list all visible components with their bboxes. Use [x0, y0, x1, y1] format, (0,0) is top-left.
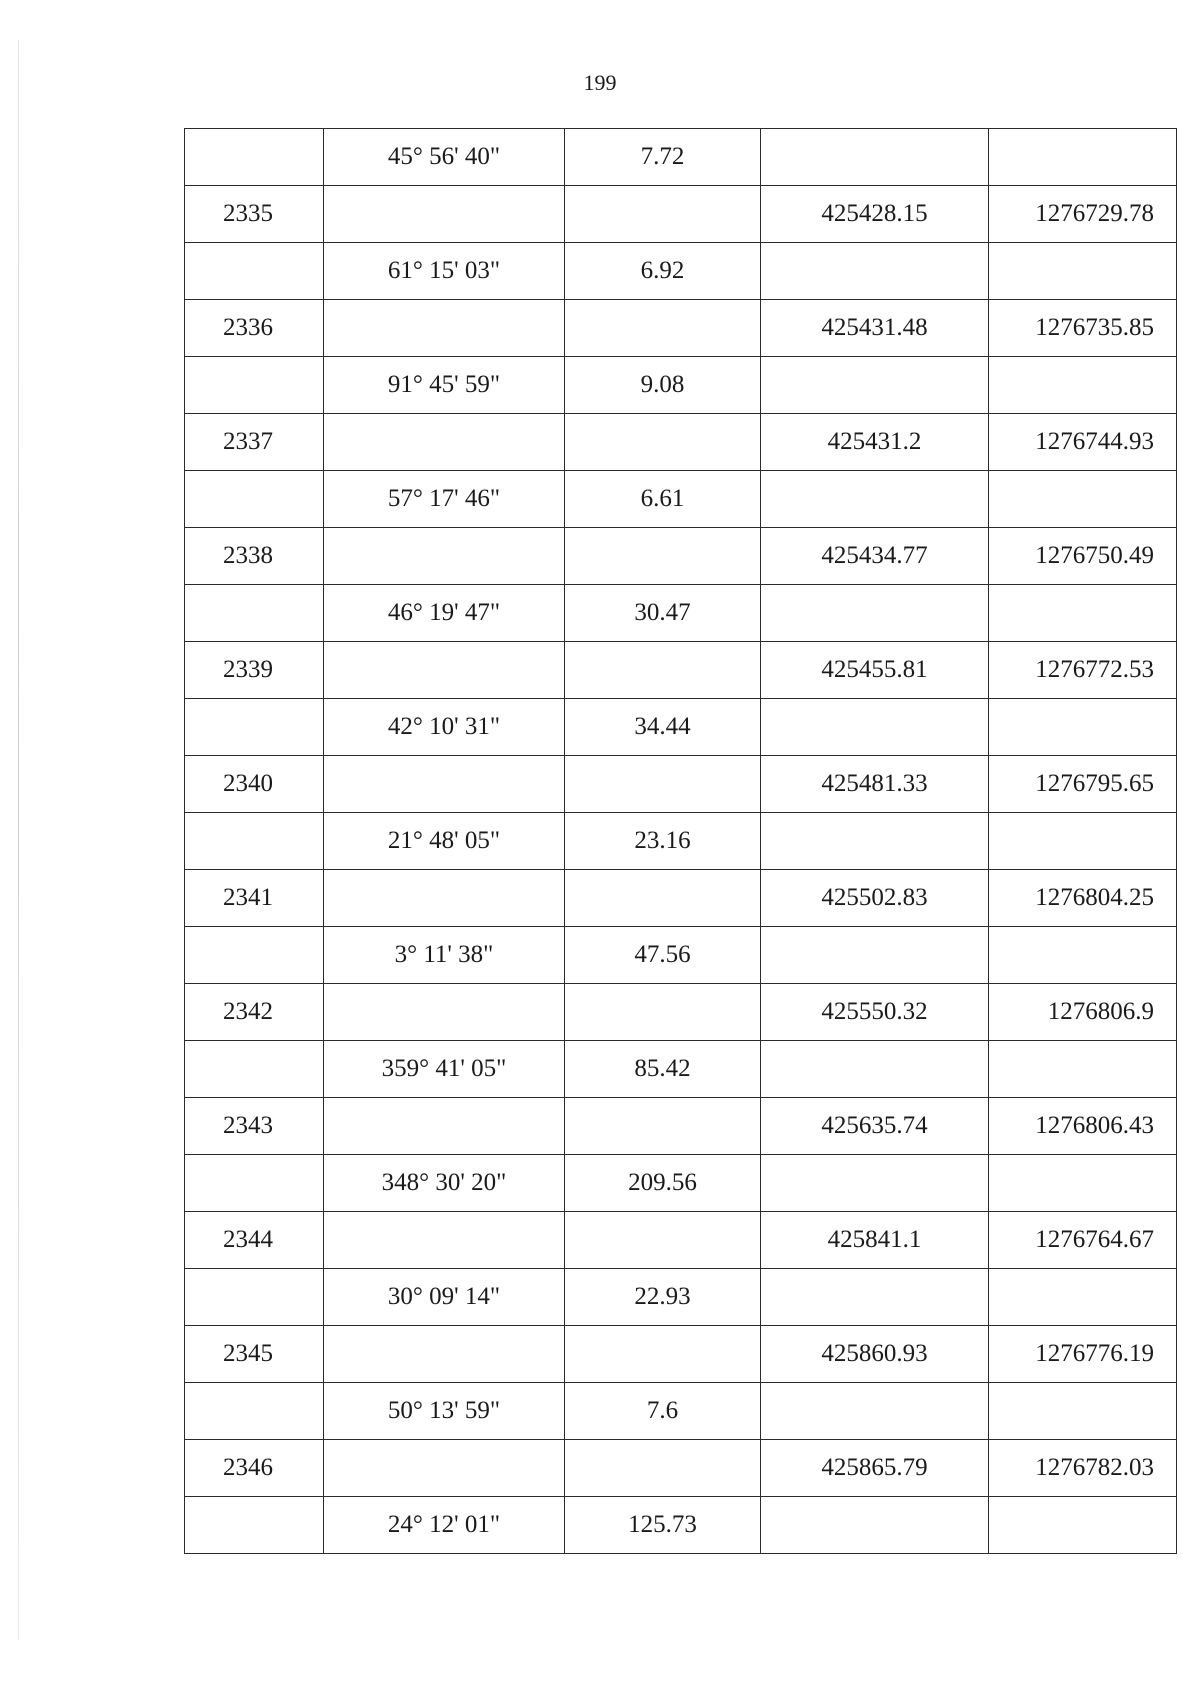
bearing-cell: 30° 09' 14" [324, 1269, 565, 1326]
distance-cell [565, 414, 761, 471]
bearing-cell: 348° 30' 20" [324, 1155, 565, 1212]
table-row [185, 984, 1177, 1041]
table-row [185, 243, 1177, 300]
bearing-cell: 45° 56' 40" [324, 129, 565, 186]
bearing-cell [324, 414, 565, 471]
x-coordinate-cell [761, 1269, 989, 1326]
distance-cell [565, 642, 761, 699]
y-coordinate-cell: 1276776.19 [989, 1326, 1177, 1383]
x-coordinate-cell: 425434.77 [761, 528, 989, 585]
table-row [185, 1212, 1177, 1269]
point-cell: 2345 [185, 1326, 324, 1383]
x-coordinate-cell: 425550.32 [761, 984, 989, 1041]
point-cell [185, 129, 324, 186]
x-coordinate-cell: 425865.79 [761, 1440, 989, 1497]
table-row [185, 756, 1177, 813]
y-coordinate-cell: 1276782.03 [989, 1440, 1177, 1497]
table-row [185, 528, 1177, 585]
table-row [185, 699, 1177, 756]
y-coordinate-cell [989, 1269, 1177, 1326]
table-row [185, 1098, 1177, 1155]
x-coordinate-cell [761, 243, 989, 300]
bearing-cell: 91° 45' 59" [324, 357, 565, 414]
bearing-cell [324, 300, 565, 357]
distance-cell: 125.73 [565, 1497, 761, 1554]
x-coordinate-cell [761, 585, 989, 642]
table-row [185, 186, 1177, 243]
point-cell: 2341 [185, 870, 324, 927]
distance-cell: 23.16 [565, 813, 761, 870]
x-coordinate-cell [761, 471, 989, 528]
x-coordinate-cell [761, 927, 989, 984]
y-coordinate-cell [989, 471, 1177, 528]
y-coordinate-cell: 1276772.53 [989, 642, 1177, 699]
bearing-cell: 24° 12' 01" [324, 1497, 565, 1554]
table-row [185, 129, 1177, 186]
bearing-cell [324, 528, 565, 585]
y-coordinate-cell: 1276806.43 [989, 1098, 1177, 1155]
bearing-cell: 50° 13' 59" [324, 1383, 565, 1440]
x-coordinate-cell [761, 1383, 989, 1440]
bearing-cell [324, 984, 565, 1041]
bearing-cell: 3° 11' 38" [324, 927, 565, 984]
bearing-cell: 46° 19' 47" [324, 585, 565, 642]
y-coordinate-cell [989, 1041, 1177, 1098]
bearing-cell: 42° 10' 31" [324, 699, 565, 756]
x-coordinate-cell: 425841.1 [761, 1212, 989, 1269]
table-row [185, 813, 1177, 870]
bearing-cell [324, 1326, 565, 1383]
coordinates-table [184, 128, 1177, 1554]
x-coordinate-cell [761, 129, 989, 186]
distance-cell: 9.08 [565, 357, 761, 414]
y-coordinate-cell: 1276744.93 [989, 414, 1177, 471]
y-coordinate-cell: 1276729.78 [989, 186, 1177, 243]
distance-cell: 34.44 [565, 699, 761, 756]
distance-cell: 7.72 [565, 129, 761, 186]
table-row [185, 1269, 1177, 1326]
table-row [185, 642, 1177, 699]
table-body [185, 129, 1177, 1554]
distance-cell [565, 1326, 761, 1383]
bearing-cell [324, 1098, 565, 1155]
distance-cell [565, 528, 761, 585]
distance-cell: 6.92 [565, 243, 761, 300]
y-coordinate-cell [989, 813, 1177, 870]
y-coordinate-cell: 1276750.49 [989, 528, 1177, 585]
y-coordinate-cell [989, 1155, 1177, 1212]
table-row [185, 585, 1177, 642]
y-coordinate-cell: 1276806.9 [989, 984, 1177, 1041]
x-coordinate-cell [761, 813, 989, 870]
point-cell [185, 471, 324, 528]
table-row [185, 927, 1177, 984]
table-row [185, 1326, 1177, 1383]
bearing-cell: 57° 17' 46" [324, 471, 565, 528]
point-cell [185, 243, 324, 300]
x-coordinate-cell: 425431.2 [761, 414, 989, 471]
table-row [185, 1155, 1177, 1212]
distance-cell [565, 1440, 761, 1497]
point-cell: 2336 [185, 300, 324, 357]
distance-cell [565, 756, 761, 813]
point-cell: 2346 [185, 1440, 324, 1497]
y-coordinate-cell: 1276764.67 [989, 1212, 1177, 1269]
table-row [185, 870, 1177, 927]
point-cell [185, 357, 324, 414]
point-cell: 2335 [185, 186, 324, 243]
table-row [185, 471, 1177, 528]
distance-cell [565, 1098, 761, 1155]
bearing-cell: 359° 41' 05" [324, 1041, 565, 1098]
distance-cell: 47.56 [565, 927, 761, 984]
point-cell: 2337 [185, 414, 324, 471]
y-coordinate-cell: 1276795.65 [989, 756, 1177, 813]
distance-cell: 209.56 [565, 1155, 761, 1212]
y-coordinate-cell [989, 1383, 1177, 1440]
table-row [185, 414, 1177, 471]
y-coordinate-cell [989, 585, 1177, 642]
y-coordinate-cell [989, 927, 1177, 984]
bearing-cell: 61° 15' 03" [324, 243, 565, 300]
y-coordinate-cell: 1276735.85 [989, 300, 1177, 357]
point-cell [185, 1155, 324, 1212]
point-cell [185, 1269, 324, 1326]
x-coordinate-cell: 425431.48 [761, 300, 989, 357]
y-coordinate-cell [989, 699, 1177, 756]
bearing-cell [324, 642, 565, 699]
point-cell [185, 585, 324, 642]
table-row [185, 357, 1177, 414]
point-cell [185, 699, 324, 756]
distance-cell: 30.47 [565, 585, 761, 642]
distance-cell [565, 300, 761, 357]
point-cell: 2338 [185, 528, 324, 585]
point-cell: 2343 [185, 1098, 324, 1155]
point-cell [185, 1041, 324, 1098]
page-number: 199 [583, 70, 617, 95]
y-coordinate-cell [989, 357, 1177, 414]
point-cell: 2342 [185, 984, 324, 1041]
x-coordinate-cell: 425860.93 [761, 1326, 989, 1383]
distance-cell: 85.42 [565, 1041, 761, 1098]
distance-cell [565, 870, 761, 927]
bearing-cell [324, 1212, 565, 1269]
x-coordinate-cell [761, 1497, 989, 1554]
distance-cell [565, 1212, 761, 1269]
bearing-cell [324, 186, 565, 243]
bearing-cell [324, 756, 565, 813]
x-coordinate-cell: 425502.83 [761, 870, 989, 927]
scan-edge-mark [18, 40, 19, 1640]
x-coordinate-cell [761, 699, 989, 756]
point-cell [185, 1497, 324, 1554]
distance-cell: 6.61 [565, 471, 761, 528]
table-row [185, 1383, 1177, 1440]
bearing-cell: 21° 48' 05" [324, 813, 565, 870]
y-coordinate-cell [989, 1497, 1177, 1554]
distance-cell [565, 186, 761, 243]
distance-cell [565, 984, 761, 1041]
bearing-cell [324, 1440, 565, 1497]
point-cell: 2340 [185, 756, 324, 813]
table-row [185, 1041, 1177, 1098]
point-cell [185, 813, 324, 870]
table-row [185, 300, 1177, 357]
x-coordinate-cell [761, 1155, 989, 1212]
point-cell [185, 927, 324, 984]
x-coordinate-cell [761, 357, 989, 414]
x-coordinate-cell: 425428.15 [761, 186, 989, 243]
x-coordinate-cell: 425481.33 [761, 756, 989, 813]
y-coordinate-cell [989, 243, 1177, 300]
distance-cell: 22.93 [565, 1269, 761, 1326]
x-coordinate-cell: 425635.74 [761, 1098, 989, 1155]
x-coordinate-cell [761, 1041, 989, 1098]
point-cell: 2344 [185, 1212, 324, 1269]
table-row [185, 1440, 1177, 1497]
point-cell: 2339 [185, 642, 324, 699]
bearing-cell [324, 870, 565, 927]
distance-cell: 7.6 [565, 1383, 761, 1440]
y-coordinate-cell: 1276804.25 [989, 870, 1177, 927]
x-coordinate-cell: 425455.81 [761, 642, 989, 699]
point-cell [185, 1383, 324, 1440]
table-row [185, 1497, 1177, 1554]
y-coordinate-cell [989, 129, 1177, 186]
